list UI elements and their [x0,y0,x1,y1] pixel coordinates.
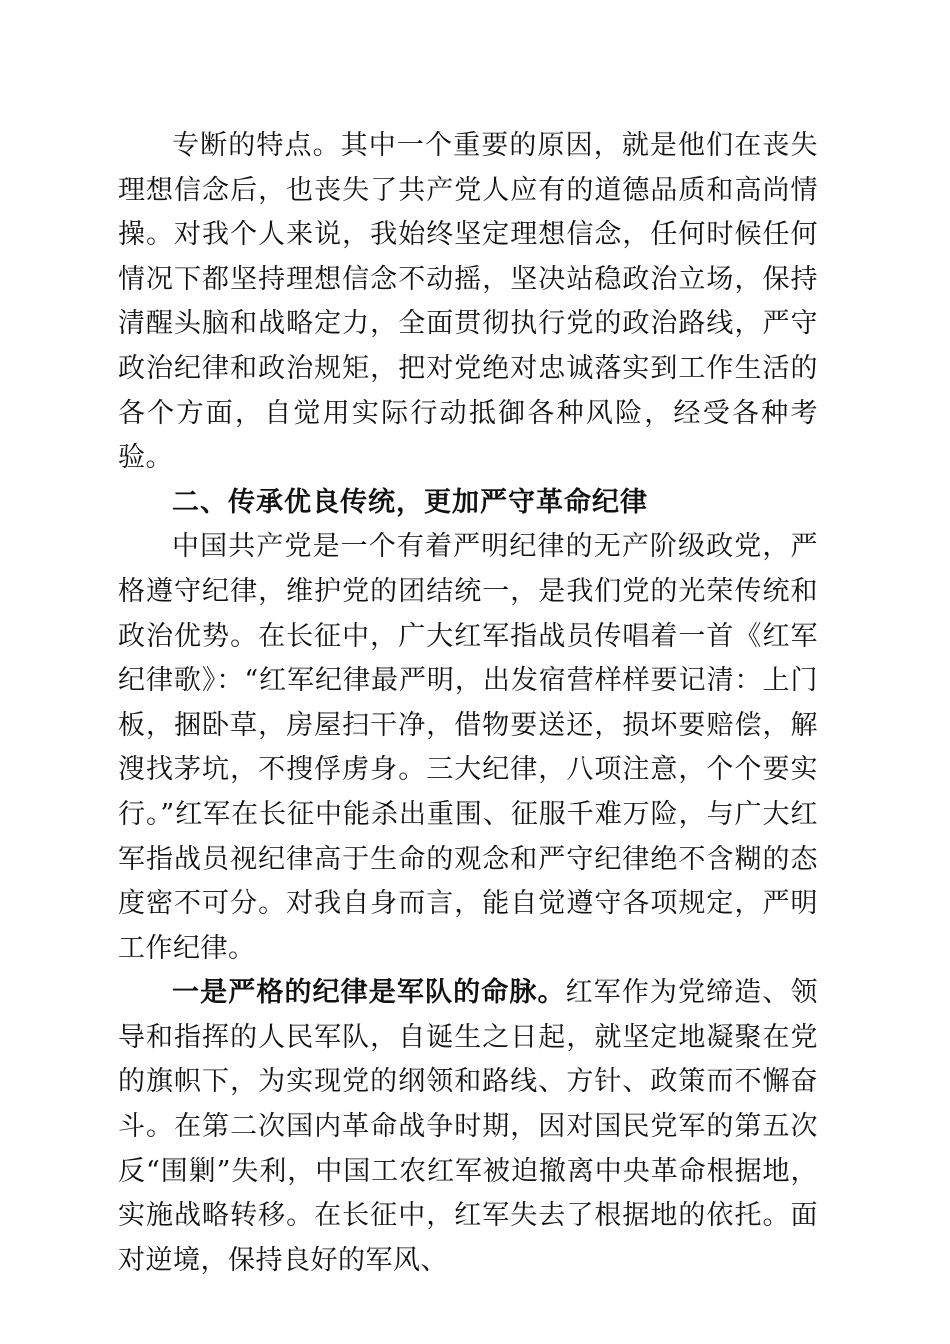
document-body [118,124,818,1283]
paragraph-red-army-discipline: 中国共产党是一个有着严明纪律的无产阶级政党，严格遵守纪律，维护党的团结统一，是我们党的光荣传统和政治优势。在长征中，广大红军指战员传唱着一首《红军纪律歌》：“红军纪律最严明，出发宿营样样要记清：上门板，捆卧草，房屋扫干净，借物要送还，损坏要赔偿，解溲找茅坑，不搜俘虏身。三大纪律，八项注意，个个要实行。”红军在长征中能杀出重围、征服千难万险，与广大红军指战员视纪律高于生命的观念和严守纪律绝不含糊的态度密不可分。对我自身而言，能自觉遵守各项规定，严明工作纪律。 [118,531,818,964]
paragraph-ideals: 专断的特点。其中一个重要的原因，就是他们在丧失理想信念后，也丧失了共产党人应有的道德品质和高尚情操。对我个人来说，我始终坚定理想信念，任何时候任何情况下都坚持理想信念不动摇，坚决站稳政治立场，保持清醒头脑和战略定力，全面贯彻执行党的政治路线，严守政治纪律和政治规矩，把对党绝对忠诚落实到工作生活的各个方面，自觉用实际行动抵御各种风险，经受各种考验。 [118,130,818,474]
section-heading-discipline: 二、传承优良传统，更加严守革命纪律 [172,486,648,518]
paragraph-army-lifeline [118,971,818,1283]
paragraph-body-text: 红军作为党缔造、领导和指挥的人民军队，自诞生之日起，就坚定地凝聚在党的旗帜下，为实现党的纲领和路线、方针、政策而不懈奋斗。在第二次国内革命战争时期，因对国民党军的第五次反“围剿”失利，中国工农红军被迫撤离中央革命根据地，实施战略转移。在长征中，红军失去了根据地的依托。面对逆境，保持良好的军风、 [118,977,819,1276]
paragraph-lead-sentence: 一是严格的纪律是军队的命脉。 [172,977,566,1009]
